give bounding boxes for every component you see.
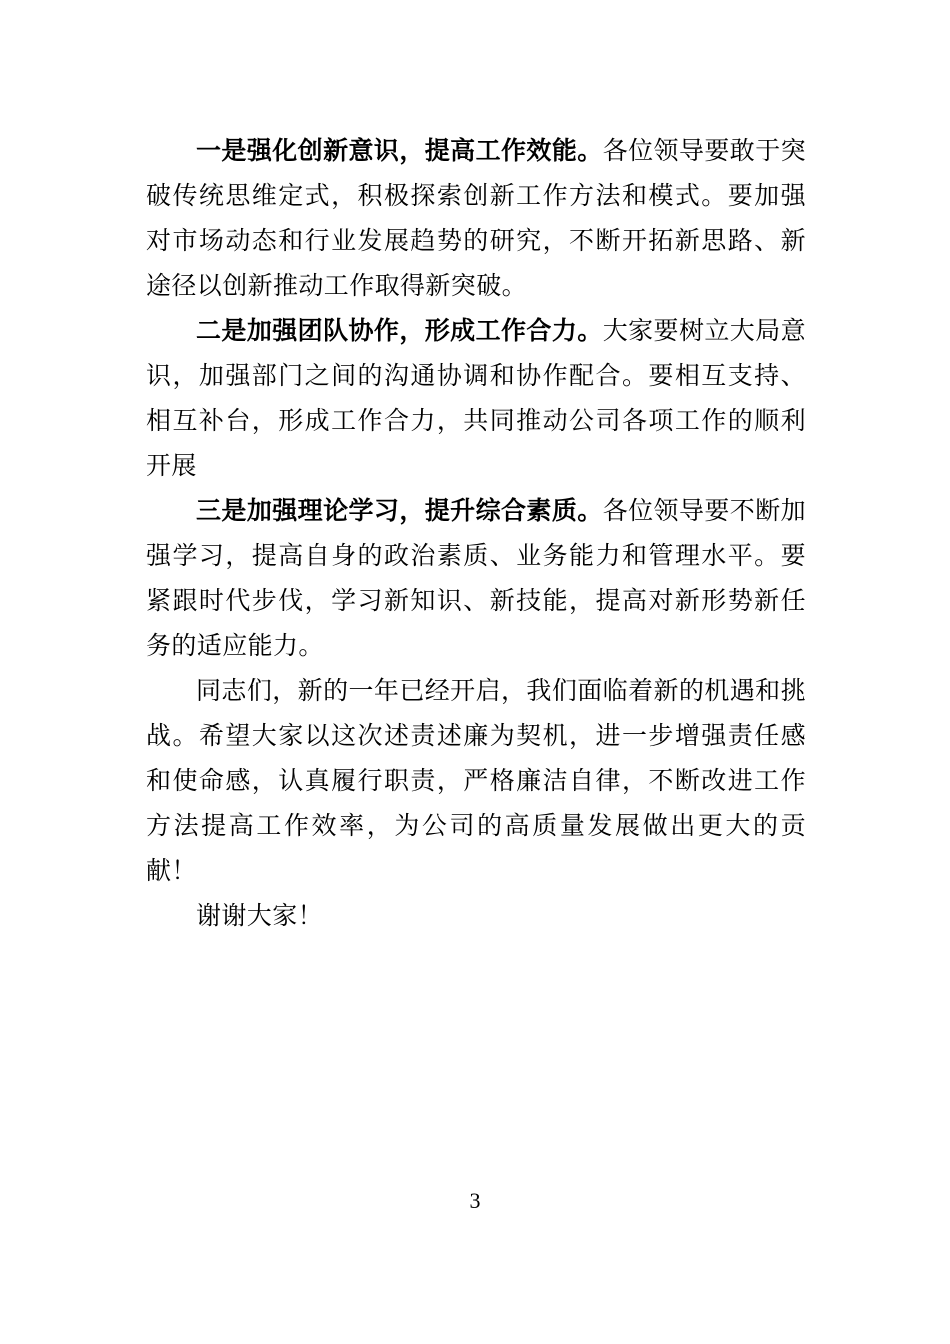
paragraph-text: 谢谢大家！	[196, 901, 324, 930]
paragraph-text: 大家要树立大局意识，加强部门之间的沟通协调和协作配合。要相互支持、相互补台，形成工作合力，共同推动公司各项工作的顺利开展	[146, 316, 807, 480]
paragraph-closing	[146, 668, 806, 893]
paragraph-text: 同志们，新的一年已经开启，我们面临着新的机遇和挑战。希望大家以这次述责述廉为契机，进一步增强责任感和使命感，认真履行职责，严格廉洁自律，不断改进工作方法提高工作效率，为公司的高质量发展做出更大的贡献！	[146, 676, 806, 885]
paragraph-heading: 二是加强团队协作，形成工作合力。	[196, 316, 603, 345]
paragraph-heading: 一是强化创新意识，提高工作效能。	[196, 136, 603, 165]
document-body	[146, 128, 806, 938]
paragraph-innovation	[146, 128, 806, 308]
paragraph-text: 各位领导要不断加强学习，提高自身的政治素质、业务能力和管理水平。要紧跟时代步伐，学习新知识、新技能，提高对新形势新任务的适应能力。	[146, 496, 807, 660]
paragraph-thanks	[146, 893, 806, 938]
paragraph-heading: 三是加强理论学习，提升综合素质。	[196, 496, 603, 525]
page-number: 3	[469, 1188, 481, 1213]
paragraph-text: 各位领导要敢于突破传统思维定式，积极探索创新工作方法和模式。要加强对市场动态和行业发展趋势的研究，不断开拓新思路、新途径以创新推动工作取得新突破。	[146, 136, 807, 300]
paragraph-teamwork	[146, 308, 806, 488]
paragraph-study	[146, 488, 806, 668]
